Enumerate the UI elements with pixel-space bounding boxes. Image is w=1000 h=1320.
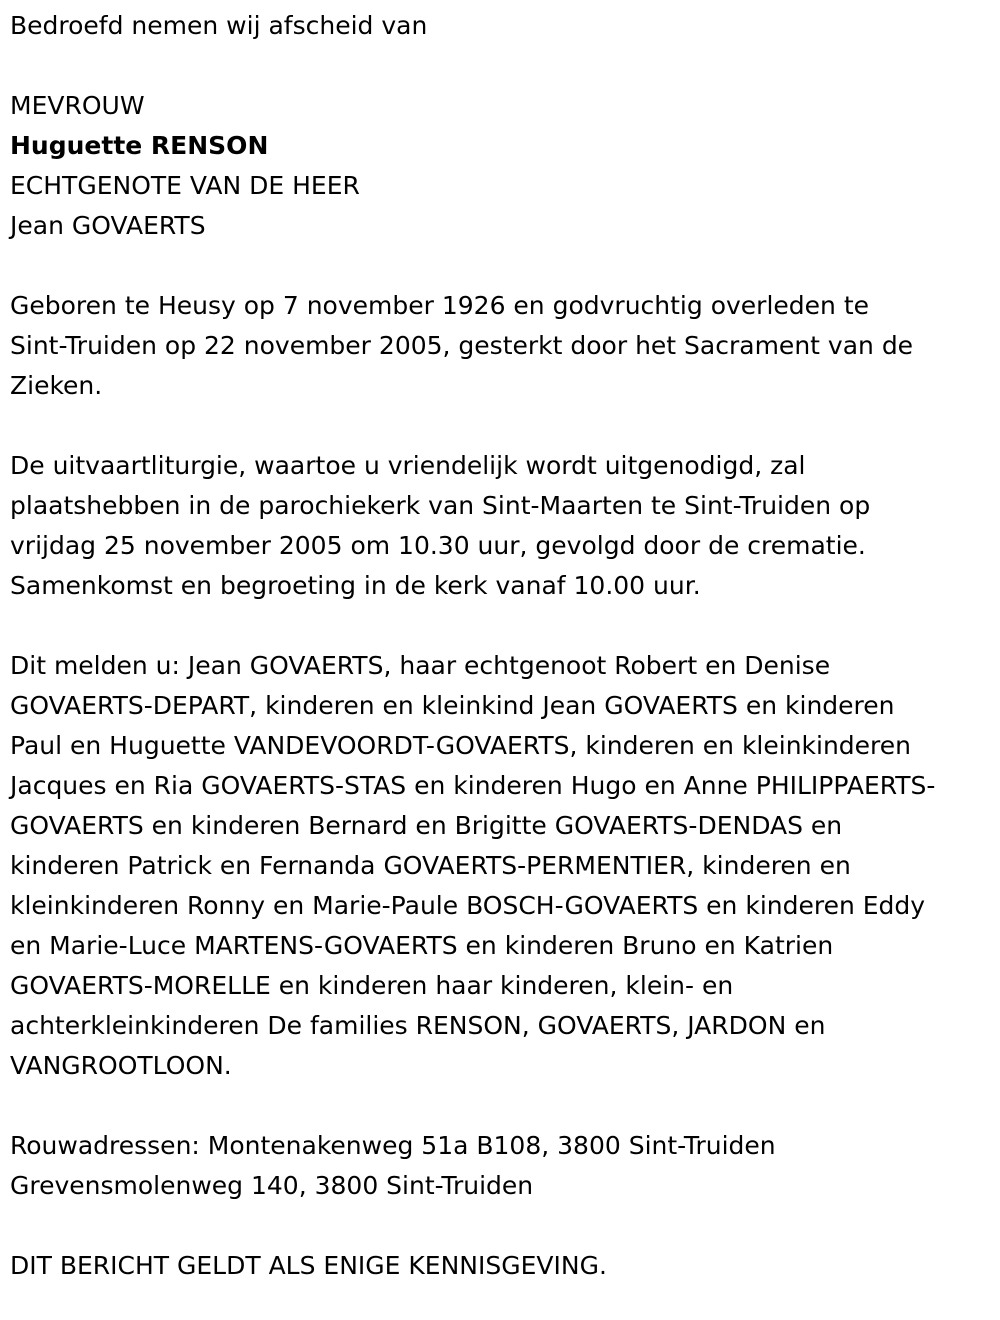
paragraph-line: Dit melden u: Jean GOVAERTS, haar echtgenoot Robert en Denise (10, 651, 831, 680)
paragraph-line: GOVAERTS en kinderen Bernard en Brigitte GOVAERTS-DENDAS en (10, 811, 843, 840)
closing-notice: DIT BERICHT GELDT ALS ENIGE KENNISGEVING. (10, 1251, 607, 1280)
family-paragraph (10, 646, 1000, 1086)
paragraph-line: GOVAERTS-DEPART, kinderen en kleinkind Jean GOVAERTS en kinderen (10, 691, 895, 720)
title-prefix: MEVROUW (10, 91, 145, 120)
spacer (10, 246, 1000, 286)
paragraph-line: vrijdag 25 november 2005 om 10.30 uur, gevolgd door de crematie. (10, 531, 866, 560)
paragraph-line: Jacques en Ria GOVAERTS-STAS en kinderen Hugo en Anne PHILIPPAERTS- (10, 771, 936, 800)
addresses-paragraph (10, 1126, 1000, 1206)
paragraph-line: Zieken. (10, 371, 103, 400)
paragraph-line: De uitvaartliturgie, waartoe u vriendelijk wordt uitgenodigd, zal (10, 451, 806, 480)
spacer (10, 1086, 1000, 1126)
deceased-name: Huguette RENSON (10, 131, 269, 160)
spouse-name: Jean GOVAERTS (10, 211, 206, 240)
spacer (10, 406, 1000, 446)
paragraph-line: achterkleinkinderen De families RENSON, GOVAERTS, JARDON en (10, 1011, 826, 1040)
paragraph-line: Sint-Truiden op 22 november 2005, gesterkt door het Sacrament van de (10, 331, 914, 360)
spacer (10, 46, 1000, 86)
funeral-paragraph (10, 446, 1000, 606)
paragraph-line: en Marie-Luce MARTENS-GOVAERTS en kinderen Bruno en Katrien (10, 931, 834, 960)
intro-text: Bedroefd nemen wij afscheid van (10, 11, 428, 40)
spacer (10, 1206, 1000, 1246)
paragraph-line: Paul en Huguette VANDEVOORDT-GOVAERTS, kinderen en kleinkinderen (10, 731, 912, 760)
address-line: Grevensmolenweg 140, 3800 Sint-Truiden (10, 1171, 534, 1200)
paragraph-line: plaatshebben in de parochiekerk van Sint-Maarten te Sint-Truiden op (10, 491, 871, 520)
birth-death-paragraph (10, 286, 1000, 406)
paragraph-line: kinderen Patrick en Fernanda GOVAERTS-PERMENTIER, kinderen en (10, 851, 851, 880)
paragraph-line: VANGROOTLOON. (10, 1051, 232, 1080)
paragraph-line: kleinkinderen Ronny en Marie-Paule BOSCH-GOVAERTS en kinderen Eddy (10, 891, 926, 920)
spouse-label: ECHTGENOTE VAN DE HEER (10, 171, 360, 200)
paragraph-line: Samenkomst en begroeting in de kerk vanaf 10.00 uur. (10, 571, 701, 600)
spacer (10, 606, 1000, 646)
address-line: Rouwadressen: Montenakenweg 51a B108, 3800 Sint-Truiden (10, 1131, 776, 1160)
paragraph-line: Geboren te Heusy op 7 november 1926 en godvruchtig overleden te (10, 291, 869, 320)
paragraph-line: GOVAERTS-MORELLE en kinderen haar kinderen, klein- en (10, 971, 734, 1000)
